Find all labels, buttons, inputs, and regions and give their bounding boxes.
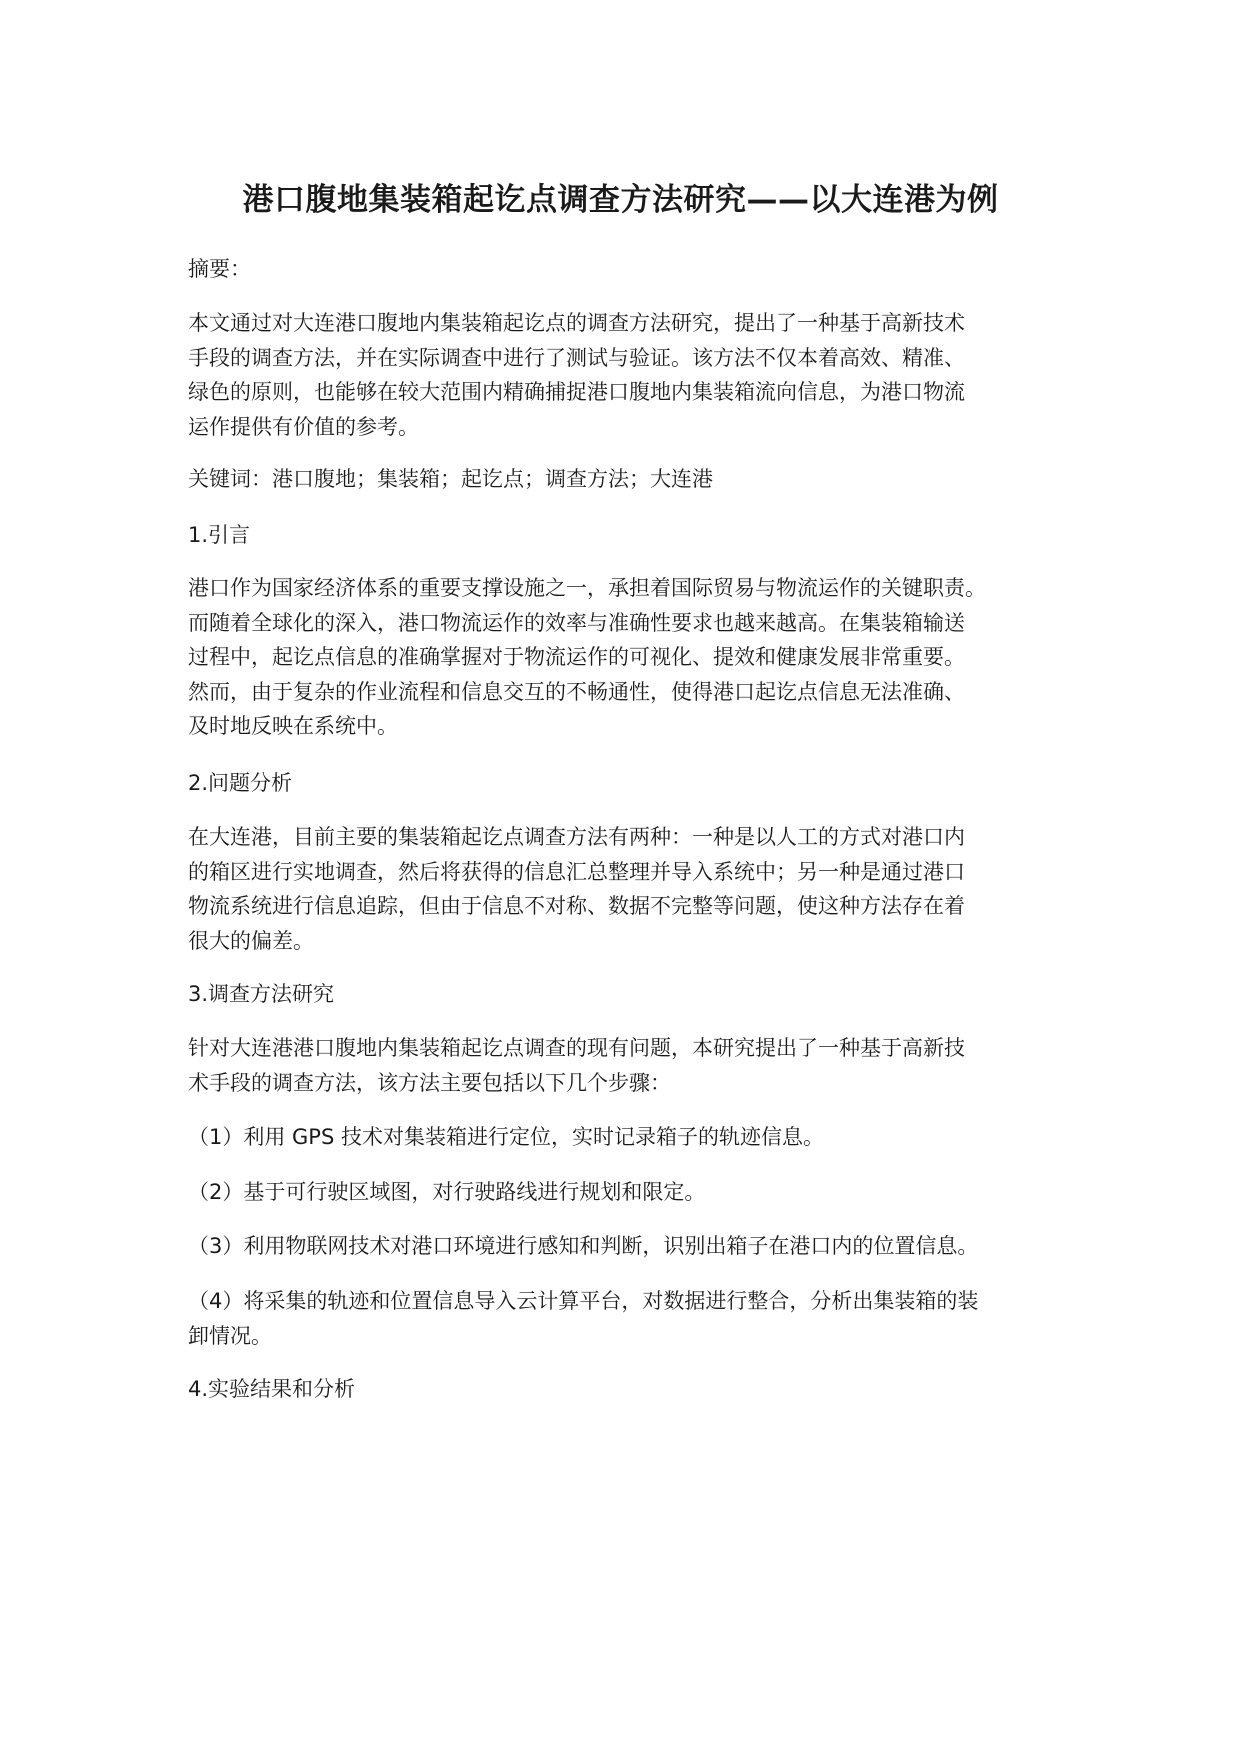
- keywords: 关键词：港口腹地；集装箱；起讫点；调查方法；大连港: [188, 467, 713, 491]
- step-line: （4）将采集的轨迹和位置信息导入云计算平台，对数据进行整合，分析出集装箱的装: [188, 1289, 979, 1313]
- paragraph-line: 然而，由于复杂的作业流程和信息交互的不畅通性，使得港口起讫点信息无法准确、: [188, 679, 965, 704]
- abstract-line: 绿色的原则，也能够在较大范围内精确捕捉港口腹地内集装箱流向信息，为港口物流: [188, 380, 965, 404]
- paragraph-line: 在大连港，目前主要的集装箱起讫点调查方法有两种：一种是以人工的方式对港口内: [188, 825, 965, 849]
- step-line: 卸情况。: [188, 1323, 272, 1348]
- paragraph-line: 而随着全球化的深入，港口物流运作的效率与准确性要求也越来越高。在集装箱输送: [188, 610, 965, 635]
- step-4: [188, 1284, 1068, 1353]
- abstract-line: 手段的调查方法，并在实际调查中进行了测试与验证。该方法不仅本着高效、精准、: [188, 345, 965, 370]
- abstract-paragraph: [188, 306, 1068, 444]
- step-line: （3）利用物联网技术对港口环境进行感知和判断，识别出箱子在港口内的位置信息。: [188, 1234, 979, 1258]
- step-3: [188, 1229, 1068, 1264]
- paragraph-line: 物流系统进行信息追踪，但由于信息不对称、数据不完整等问题，使这种方法存在着: [188, 894, 965, 918]
- paragraph-line: 术手段的调查方法，该方法主要包括以下几个步骤：: [188, 1070, 671, 1095]
- section-4-heading: 4.实验结果和分析: [188, 1377, 356, 1401]
- step-line: （1）利用 GPS 技术对集装箱进行定位，实时记录箱子的轨迹信息。: [188, 1125, 824, 1149]
- section-3-heading: 3.调查方法研究: [188, 982, 335, 1006]
- step-2: [188, 1175, 1068, 1210]
- paragraph-line: 针对大连港港口腹地内集装箱起讫点调查的现有问题，本研究提出了一种基于高新技: [188, 1036, 965, 1060]
- abstract-line: 运作提供有价值的参考。: [188, 414, 419, 439]
- step-1: [188, 1120, 1068, 1155]
- abstract-line: 本文通过对大连港口腹地内集装箱起讫点的调查方法研究，提出了一种基于高新技术: [188, 311, 965, 335]
- paragraph-line: 过程中，起讫点信息的准确掌握对于物流运作的可视化、提效和健康发展非常重要。: [188, 645, 965, 669]
- section-3-paragraph: [188, 1031, 1068, 1100]
- document-title: 港口腹地集装箱起讫点调查方法研究——以大连港为例: [242, 182, 999, 218]
- step-line: （2）基于可行驶区域图，对行驶路线进行规划和限定。: [188, 1180, 706, 1204]
- paragraph-line: 的箱区进行实地调查，然后将获得的信息汇总整理并导入系统中；另一种是通过港口: [188, 859, 965, 884]
- section-1-paragraph: [188, 571, 1068, 744]
- section-2-heading: 2.问题分析: [188, 771, 293, 795]
- paragraph-line: 很大的偏差。: [188, 928, 314, 953]
- paragraph-line: 及时地反映在系统中。: [188, 714, 398, 738]
- section-1-heading: 1.引言: [188, 523, 251, 547]
- paragraph-line: 港口作为国家经济体系的重要支撑设施之一，承担着国际贸易与物流运作的关键职责。: [188, 576, 986, 600]
- section-2-paragraph: [188, 820, 1068, 958]
- abstract-heading: 摘要：: [188, 257, 251, 281]
